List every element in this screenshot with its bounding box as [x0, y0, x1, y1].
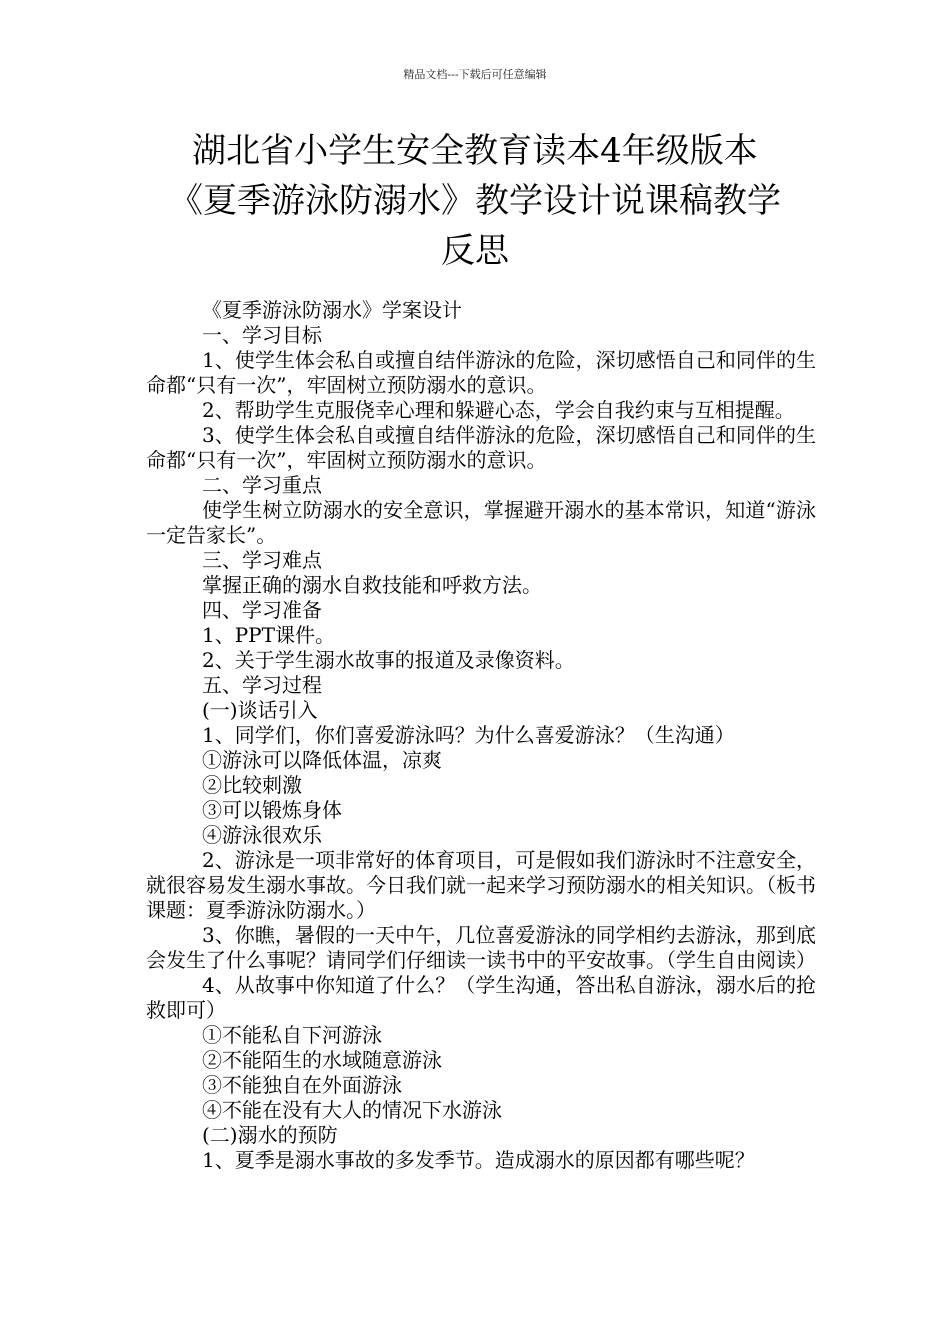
title-line-3: 反思 [441, 231, 509, 271]
paragraph: 3、使学生体会私自或擅自结伴游泳的危险，深切感悟自己和同伴的生命都“只有一次”，牢固树立预防溺水的意识。 [146, 423, 816, 472]
paragraph: ④游泳很欢乐 [202, 823, 322, 847]
paragraph: 2、帮助学生克服侥幸心理和躲避心态，学会自我约束与互相提醒。 [202, 398, 795, 422]
paragraph: 1、使学生体会私自或擅自结伴游泳的危险，深切感悟自己和同伴的生命都“只有一次”，牢固树立预防溺水的意识。 [146, 348, 816, 397]
paragraph: 一、学习目标 [202, 323, 322, 347]
title-line-1: 湖北省小学生安全教育读本4年级版本 [192, 131, 758, 171]
paragraph: 1、PPT课件。 [202, 623, 335, 647]
document-body [146, 298, 816, 1173]
document-title [100, 126, 850, 276]
paragraph: 三、学习难点 [202, 548, 322, 572]
paragraph: 1、夏季是溺水事故的多发季节。造成溺水的原因都有哪些呢？ [202, 1148, 755, 1172]
title-line-2: 《夏季游泳防溺水》教学设计说课稿教学 [169, 181, 781, 221]
paragraph: 《夏季游泳防溺水》学案设计 [202, 298, 462, 322]
paragraph: ②不能陌生的水域随意游泳 [202, 1048, 442, 1072]
paragraph: ②比较刺激 [202, 773, 302, 797]
paragraph: 使学生树立防溺水的安全意识，掌握避开溺水的基本常识，知道“游泳一定告家长”。 [146, 498, 816, 547]
paragraph: 掌握正确的溺水自救技能和呼救方法。 [202, 573, 542, 597]
paragraph: 四、学习准备 [202, 598, 322, 622]
paragraph: 2、游泳是一项非常好的体育项目，可是假如我们游泳时不注意安全，就很容易发生溺水事故。今日我们就一起来学习预防溺水的相关知识。（板书课题：夏季游泳防溺水。） [146, 848, 816, 922]
paragraph: 3、你瞧，暑假的一天中午，几位喜爱游泳的同学相约去游泳，那到底会发生了什么事呢？请同学们仔细读一读书中的平安故事。（学生自由阅读） [146, 923, 816, 972]
paragraph: ③不能独自在外面游泳 [202, 1073, 402, 1097]
page-header: 精品文档---下载后可任意编辑 [403, 68, 547, 81]
paragraph: ①游泳可以降低体温，凉爽 [202, 748, 442, 772]
paragraph: 二、学习重点 [202, 473, 322, 497]
paragraph: 4、从故事中你知道了什么？（学生沟通，答出私自游泳，溺水后的抢救即可） [146, 973, 816, 1022]
paragraph: 2、关于学生溺水故事的报道及录像资料。 [202, 648, 575, 672]
paragraph: ③可以锻炼身体 [202, 798, 342, 822]
paragraph: ④不能在没有大人的情况下水游泳 [202, 1098, 502, 1122]
paragraph: 五、学习过程 [202, 673, 322, 697]
paragraph: (二)溺水的预防 [202, 1123, 338, 1147]
paragraph: ①不能私自下河游泳 [202, 1023, 382, 1047]
paragraph: 1、同学们，你们喜爱游泳吗？为什么喜爱游泳？（生沟通） [202, 723, 735, 747]
paragraph: (一)谈话引入 [202, 698, 318, 722]
